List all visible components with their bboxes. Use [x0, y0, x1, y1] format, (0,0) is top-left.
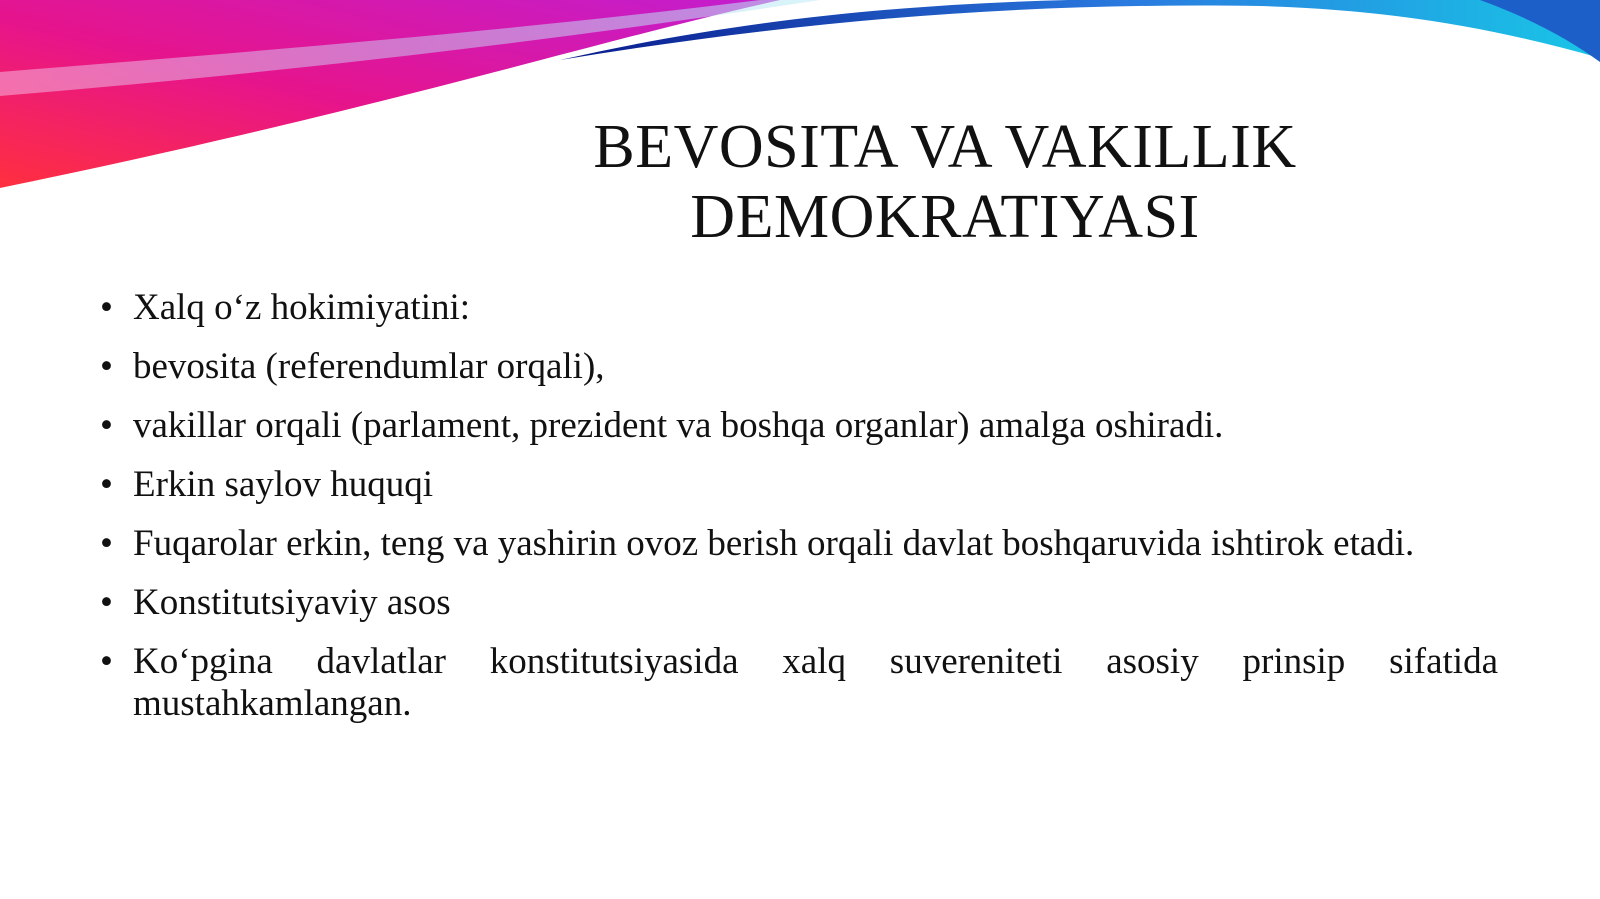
bullet-item: • Ko‘pgina davlatlar konstitutsiyasida xalq suvereniteti asosiy prinsip sifatida mustahkamlangan. [100, 641, 1498, 725]
bullet-item: • Xalq o‘z hokimiyatini: [100, 287, 1498, 329]
bullet-item: • bevosita (referendumlar orqali), [100, 346, 1498, 388]
bullet-item: • Erkin saylov huquqi [100, 464, 1498, 506]
bullet-list [100, 287, 1498, 742]
title-line: DEMOKRATIYASI [690, 183, 1200, 251]
slide-title [540, 112, 1350, 252]
title-line: BEVOSITA VA VAKILLIK [593, 113, 1297, 181]
bullet-item: • Fuqarolar erkin, teng va yashirin ovoz berish orqali davlat boshqaruvida ishtirok etadi. [100, 523, 1498, 565]
bullet-item: • Konstitutsiyaviy asos [100, 582, 1498, 624]
bullet-item: • vakillar orqali (parlament, prezident va boshqa organlar) amalga oshiradi. [100, 405, 1498, 447]
